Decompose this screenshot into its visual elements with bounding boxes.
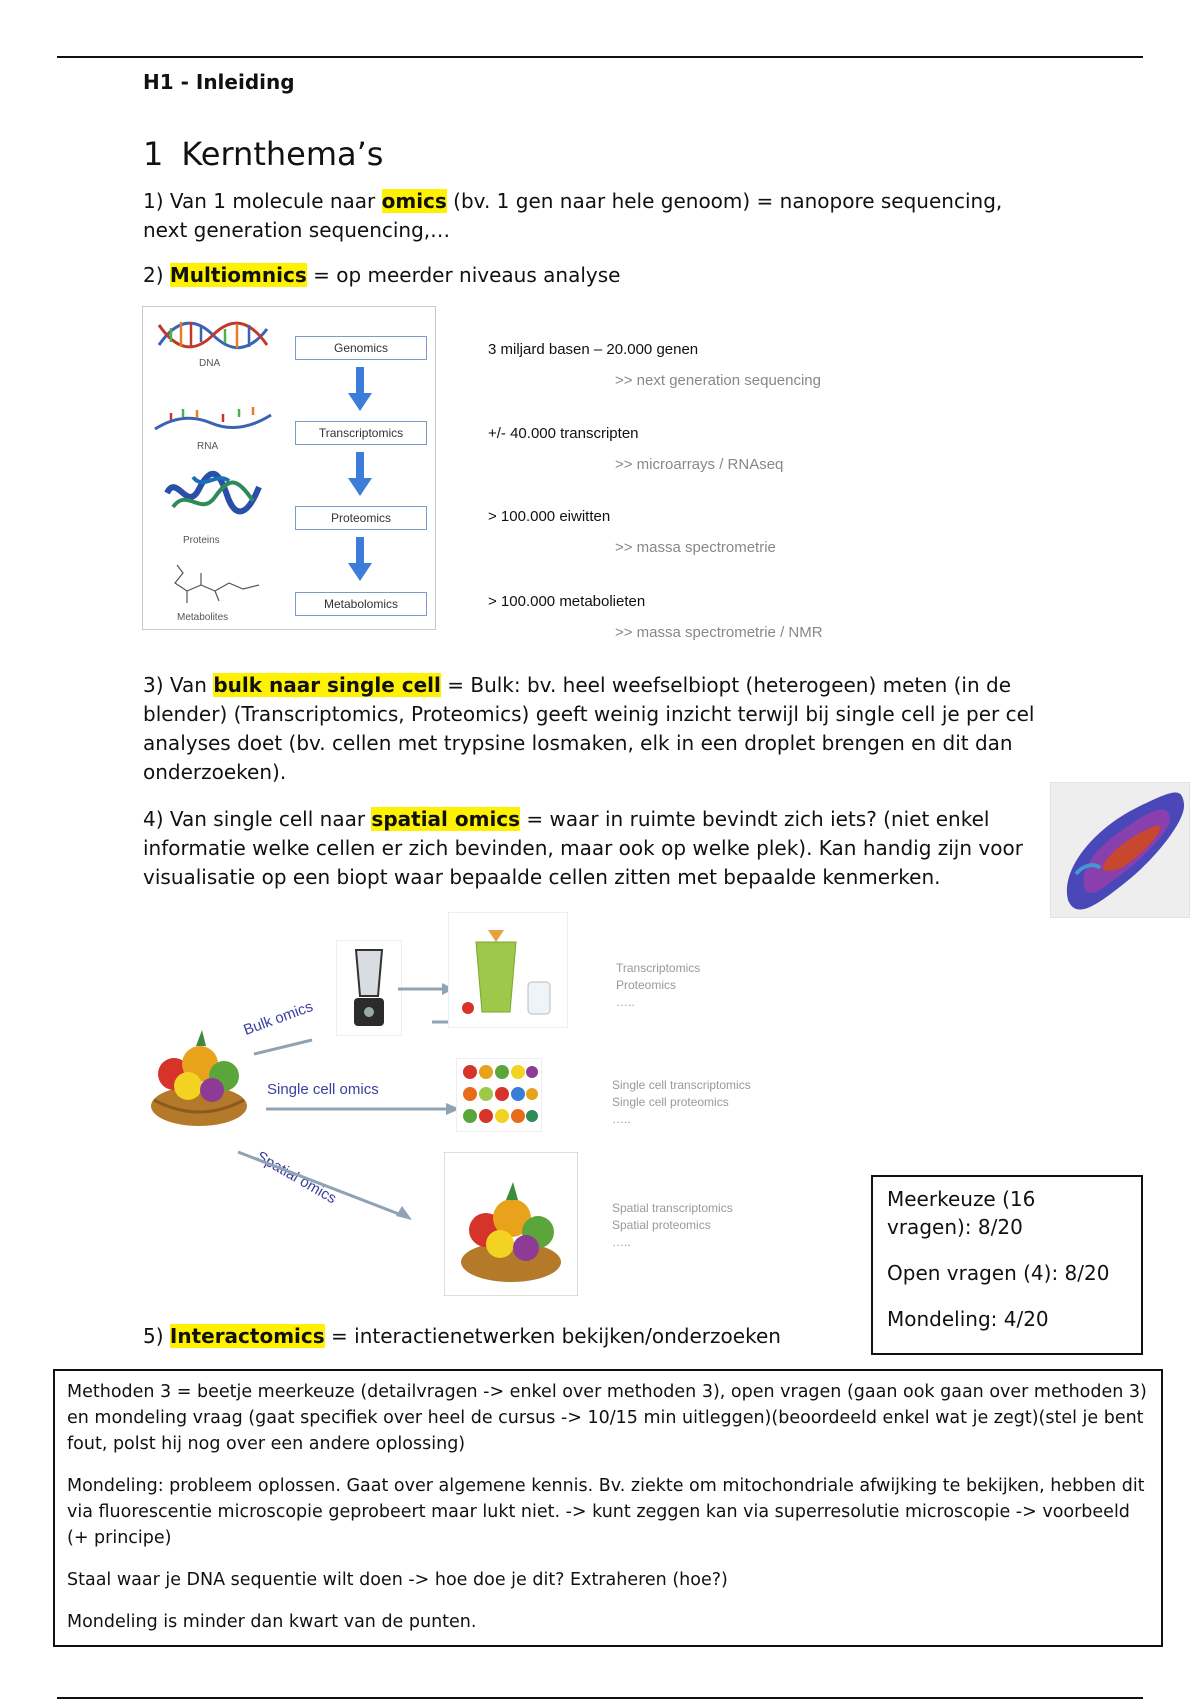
highlight-spatial-omics: spatial omics xyxy=(371,807,521,831)
item-omics: 1) Van 1 molecule naar omics (bv. 1 gen naar hele genoom) = nanopore sequencing, next generation sequencing,… xyxy=(143,189,1003,242)
transcriptomics-fact: +/- 40.000 transcripten xyxy=(488,425,639,442)
oral-score: Mondeling: 4/20 xyxy=(887,1307,1049,1331)
multiple-choice-score: Meerkeuze (16 vragen): 8/20 xyxy=(887,1187,1036,1239)
item-spatial-omics: 4) Van single cell naar spatial omics = waar in ruimte bevindt zich iets? (niet enkel informatie welke cellen er zich bevinden, maar ook op welke plek). Kan handig zijn voor visualisatie op een biopt waar bepaalde cellen zitten met bepaalde kenmerken. xyxy=(143,807,1023,889)
omics-diagram xyxy=(142,306,436,630)
item-bulk-single-cell: 3) Van bulk naar single cell = Bulk: bv. heel weefselbiopt (heterogeen) meten (in de blender) (Transcriptomics, Proteomics) geeft weinig inzicht terwijl bij single cell je per cel analyses doet (bv. cellen met trypsine losmaken, elk in een droplet brengen en dit dan onderzoeken). xyxy=(143,673,1035,784)
metabolomics-box: Metabolomics xyxy=(295,592,427,616)
highlight-interactomics: Interactomics xyxy=(169,1324,325,1348)
notes-oral-weight: Mondeling is minder dan kwart van de punten. xyxy=(67,1612,477,1632)
tissue-spatial-image xyxy=(1050,782,1190,918)
score-box xyxy=(871,1175,1143,1355)
section-heading xyxy=(143,135,383,173)
genomics-box: Genomics xyxy=(295,336,427,360)
notes-oral: Mondeling: probleem oplossen. Gaat over algemene kennis. Bv. ziekte om mitochondriale afwijking te bekijken, hebben dit via fluorescentie microscopie geprobeert maar lukt niet. -> kunt zeggen kan via superresolutie microscopie -> voorbeeld (+ principe) xyxy=(67,1476,1145,1548)
highlight-multiomics: Multiomnics xyxy=(169,263,307,287)
blender-icon xyxy=(336,940,402,1036)
transcriptomics-method: >> microarrays / RNAseq xyxy=(615,456,784,473)
rna-label: RNA xyxy=(197,441,219,452)
transcriptomics-box: Transcriptomics xyxy=(295,421,427,445)
genomics-method: >> next generation sequencing xyxy=(615,372,821,389)
bulk-omics-label: Bulk omics xyxy=(241,998,316,1039)
fruit-basket-spatial-icon xyxy=(444,1152,578,1296)
open-questions-score: Open vragen (4): 8/20 xyxy=(887,1261,1110,1285)
smoothie-icon xyxy=(448,912,568,1028)
spatial-types: Spatial transcriptomics Spatial proteomics ….. xyxy=(612,1201,733,1249)
notes-box xyxy=(53,1369,1163,1647)
rna-icon xyxy=(153,405,273,435)
fruit-diagram xyxy=(140,900,900,1300)
section-number: 1 xyxy=(143,135,164,173)
footer-rule xyxy=(57,1697,1143,1699)
bulk-types: Transcriptomics Proteomics ….. xyxy=(616,961,701,1009)
single-cell-omics-label: Single cell omics xyxy=(267,1081,379,1098)
fruit-grid-icon xyxy=(456,1058,542,1132)
proteomics-method: >> massa spectrometrie xyxy=(615,539,776,556)
metabolomics-fact: > 100.000 metabolieten xyxy=(488,593,646,610)
dna-label: DNA xyxy=(199,358,221,369)
arrow-down-icon xyxy=(347,537,373,581)
metabolomics-method: >> massa spectrometrie / NMR xyxy=(615,624,823,641)
highlight-omics: omics xyxy=(381,189,447,213)
item-interactomics: 5) Interactomics = interactienetwerken bekijken/onderzoeken xyxy=(143,1324,781,1348)
item-multiomics: 2) Multiomnics = op meerder niveaus analyse xyxy=(143,263,621,287)
highlight-bulk-single-cell: bulk naar single cell xyxy=(213,673,441,697)
spatial-arrow-icon xyxy=(236,1144,416,1224)
arrow-right-icon xyxy=(396,982,456,996)
notes-methods: Methoden 3 = beetje meerkeuze (detailvragen -> enkel over methoden 3), open vragen (gaan ook gaan over methoden 3) en mondeling vraag (gaat specifiek over heel de cursus -> 10/15 min uitleggen)(beoordeeld enkel wat je zegt)(stel je bent fout, polst hij nog over een andere oplossing) xyxy=(67,1382,1147,1454)
arrow-down-icon xyxy=(347,367,373,411)
spatial-omics-label: Spatial omics xyxy=(253,1148,340,1208)
fruit-basket-icon xyxy=(144,1020,254,1130)
single-cell-arrow-icon xyxy=(264,1102,464,1116)
protein-icon xyxy=(163,467,263,523)
chapter-title: H1 - Inleiding xyxy=(143,70,295,94)
metabolites-label: Metabolites xyxy=(177,612,229,623)
single-cell-types: Single cell transcriptomics Single cell proteomics ….. xyxy=(612,1078,751,1126)
proteins-label: Proteins xyxy=(183,535,220,546)
header-rule xyxy=(57,56,1143,58)
proteomics-box: Proteomics xyxy=(295,506,427,530)
dna-icon xyxy=(157,315,269,355)
genomics-fact: 3 miljard basen – 20.000 genen xyxy=(488,341,699,358)
proteomics-fact: > 100.000 eiwitten xyxy=(488,508,611,525)
notes-dna-sample: Staal waar je DNA sequentie wilt doen -> hoe doe je dit? Extraheren (hoe?) xyxy=(67,1570,728,1590)
metabolite-icon xyxy=(165,559,271,609)
section-title: Kernthema’s xyxy=(181,135,384,173)
arrow-down-icon xyxy=(347,452,373,496)
